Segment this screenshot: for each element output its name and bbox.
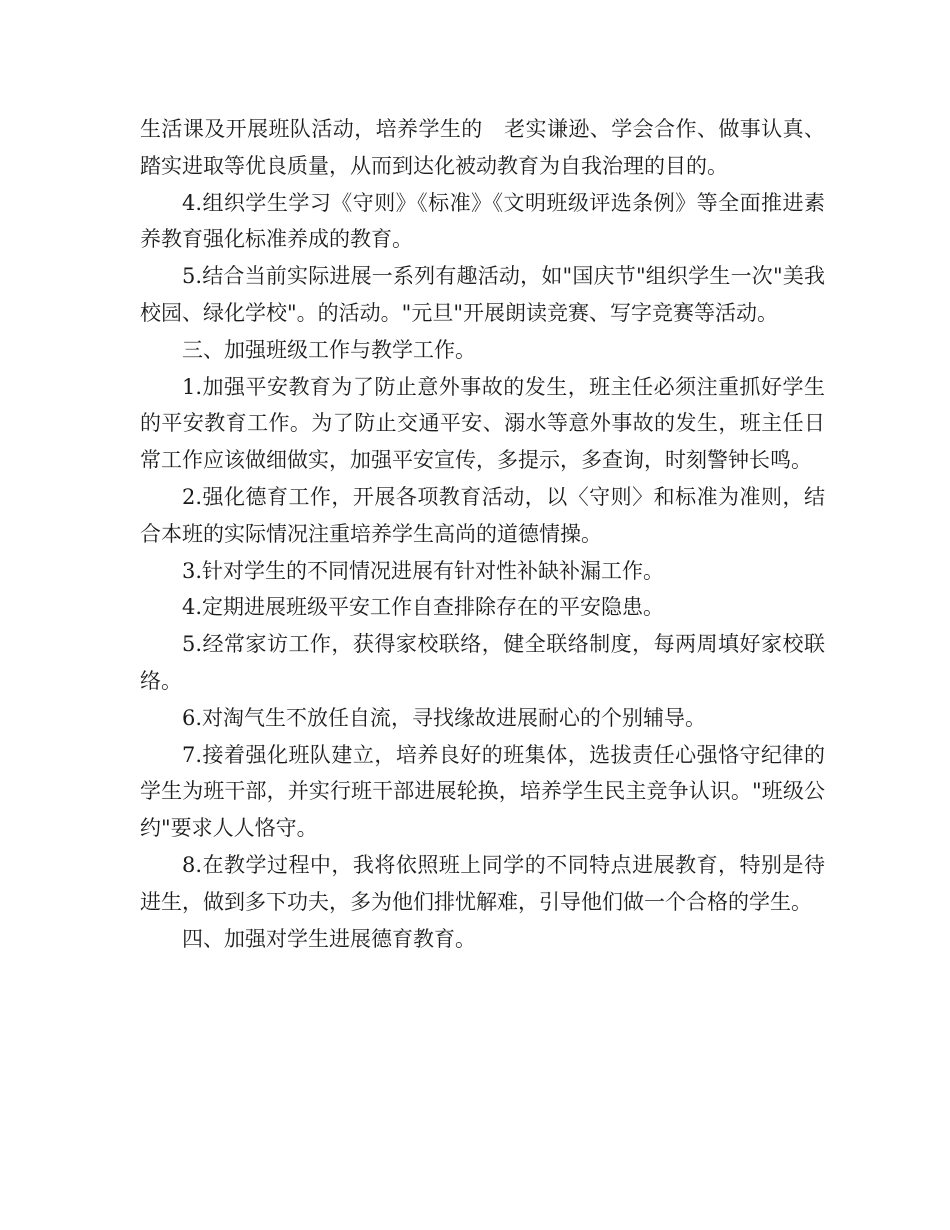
paragraph: 4.定期进展班级平安工作自查排除存在的平安隐患。: [182, 595, 665, 620]
paragraph: 6.对淘气生不放任自流，寻找缘故进展耐心的个别辅导。: [182, 705, 707, 730]
paragraph: 1.加强平安教育为了防止意外事故的发生，班主任必须注重抓好学生的平安教育工作。为了防止交通平安、溺水等意外事故的发生，班主任日常工作应该做细做实，加强平安宣传，多提示，多查询，时刻警钟长鸣。: [140, 374, 825, 473]
document-body: [140, 111, 825, 957]
paragraph: 4.组织学生学习《守则》《标准》《文明班级评选条例》等全面推进素养教育强化标准养成的教育。: [140, 190, 825, 252]
paragraph: 7.接着强化班队建立，培养良好的班集体，选拔责任心强恪守纪律的学生为班干部，并实行班干部进展轮换，培养学生民主竞争认识。"班级公约"要求人人恪守。: [140, 742, 825, 841]
paragraph: 5.经常家访工作，获得家校联络，健全联络制度，每两周填好家校联络。: [140, 632, 825, 693]
paragraph: 2.强化德育工作，开展各项教育活动，以〈守则〉和标准为准则，结合本班的实际情况注重培养学生高尚的道德情操。: [140, 484, 825, 546]
section-heading: 四、加强对学生进展德育教育。: [182, 926, 476, 951]
paragraph: 3.针对学生的不同情况进展有针对性补缺补漏工作。: [182, 558, 665, 583]
paragraph: 8.在教学过程中，我将依照班上同学的不同特点进展教育，特别是待进生，做到多下功夫，多为他们排忧解难，引导他们做一个合格的学生。: [140, 852, 825, 914]
section-heading: 三、加强班级工作与教学工作。: [182, 337, 476, 362]
paragraph: 生活课及开展班队活动，培养学生的 老实谦逊、学会合作、做事认真、踏实进取等优良质量，从而到达化被动教育为自我治理的目的。: [140, 117, 825, 178]
paragraph: 5.结合当前实际进展一系列有趣活动，如"国庆节"组织学生一次"美我校园、绿化学校"。的活动。"元旦"开展朗读竞赛、写字竞赛等活动。: [140, 264, 825, 325]
